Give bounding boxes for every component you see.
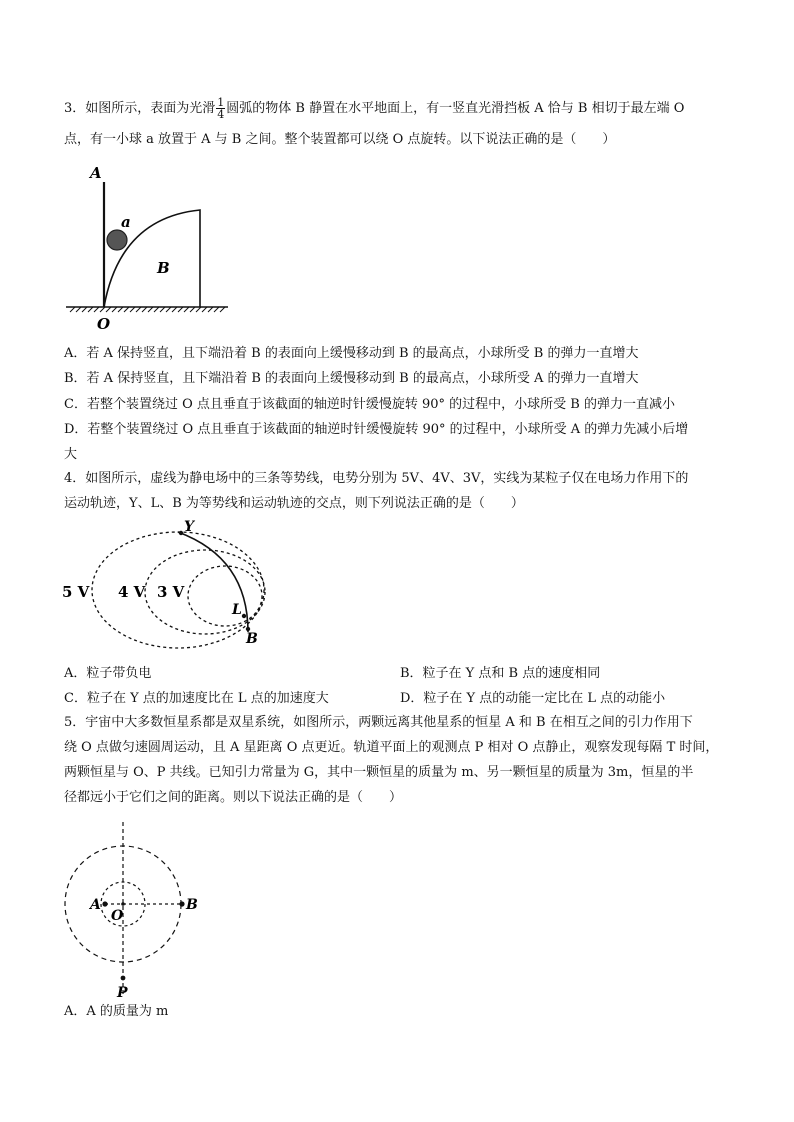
- object-b-outline: [104, 210, 200, 307]
- q5-stem-line4: 径都远小于它们之间的距离。则以下说法正确的是（ ）: [64, 790, 403, 805]
- point-y: [179, 531, 183, 535]
- q3-figure: [62, 160, 232, 335]
- point-l: [242, 614, 246, 618]
- q4-option-b: B．粒子在 Y 点和 B 点的速度相同: [400, 666, 601, 681]
- q5-stem-line3: 两颗恒星与 O、P 共线。已知引力常量为 G，其中一颗恒星的质量为 m、另一颗恒星的质量为 3m，恒星的半: [64, 765, 694, 780]
- center-o: [121, 902, 125, 906]
- fraction-numerator: 1: [217, 96, 225, 109]
- label-a-board: A: [90, 164, 102, 182]
- one-quarter-fraction: [216, 97, 225, 120]
- label-5v: 5 V: [62, 583, 90, 601]
- q4-option-d: D．粒子在 Y 点的动能一定比在 L 点的动能小: [400, 691, 666, 706]
- q3-option-d-tail: 大: [64, 447, 78, 462]
- label-ball-a: a: [121, 213, 131, 231]
- q5-figure: [60, 818, 220, 1003]
- label-y: Y: [184, 520, 194, 535]
- label-3v: 3 V: [157, 583, 185, 601]
- label-o: O: [111, 908, 124, 924]
- q4-option-a: A．粒子带负电: [64, 666, 152, 681]
- q4-figure: [60, 520, 290, 655]
- q3-option-d: D．若整个装置绕过 O 点且垂直于该截面的轴逆时针缓慢旋转 90° 的过程中，小球所受 A 的弹力先减小后增: [64, 422, 689, 437]
- equipotential-3v: [188, 566, 262, 626]
- label-l: L: [232, 602, 242, 618]
- label-a: A: [90, 897, 101, 913]
- q3-stem-line1: [64, 97, 684, 120]
- q4-stem-line2: 运动轨迹，Y、L、B 为等势线和运动轨迹的交点，则下列说法正确的是（ ）: [64, 496, 524, 511]
- label-p: P: [117, 985, 128, 1001]
- q3-stem-post: 圆弧的物体 B 静置在水平地面上，有一竖直光滑挡板 A 恰与 B 相切于最左端 O: [226, 101, 685, 116]
- q3-stem-line2: 点，有一小球 a 放置于 A 与 B 之间。整个装置都可以绕 O 点旋转。以下说法正确的是（ ）: [64, 132, 616, 147]
- point-p: [121, 976, 126, 981]
- star-b: [179, 901, 184, 906]
- q3-stem-pre: 3．如图所示，表面为光滑: [64, 101, 216, 116]
- label-b: B: [246, 631, 258, 647]
- q5-option-a: A．A 的质量为 m: [64, 1004, 169, 1019]
- q4-stem-line1: 4．如图所示，虚线为静电场中的三条等势线，电势分别为 5V、4V、3V，实线为某粒子仅在电场力作用下的: [64, 471, 689, 486]
- q3-option-a: A．若 A 保持竖直，且下端沿着 B 的表面向上缓慢移动到 B 的最高点，小球所受 B 的弹力一直增大: [64, 346, 639, 361]
- fraction-denominator: 4: [217, 108, 225, 121]
- label-o: O: [97, 315, 111, 333]
- label-4v: 4 V: [118, 583, 146, 601]
- ball-a: [107, 230, 127, 250]
- q5-stem-line2: 绕 O 点做匀速圆周运动，且 A 星距离 O 点更近。轨道平面上的观测点 P 相对 O 点静止，观察发现每隔 T 时间，: [64, 740, 719, 755]
- q4-option-c: C．粒子在 Y 点的加速度比在 L 点的加速度大: [64, 691, 329, 706]
- label-b: B: [157, 259, 170, 277]
- star-a: [102, 901, 107, 906]
- label-b: B: [186, 897, 198, 913]
- q3-option-c: C．若整个装置绕过 O 点且垂直于该截面的轴逆时针缓慢旋转 90° 的过程中，小球所受 B 的弹力一直减小: [64, 397, 675, 412]
- q5-stem-line1: 5．宇宙中大多数恒星系都是双星系统，如图所示，两颗远离其他星系的恒星 A 和 B 在相互之间的引力作用下: [64, 715, 693, 730]
- q3-option-b: B．若 A 保持竖直，且下端沿着 B 的表面向上缓慢移动到 B 的最高点，小球所受 A 的弹力一直增大: [64, 371, 639, 386]
